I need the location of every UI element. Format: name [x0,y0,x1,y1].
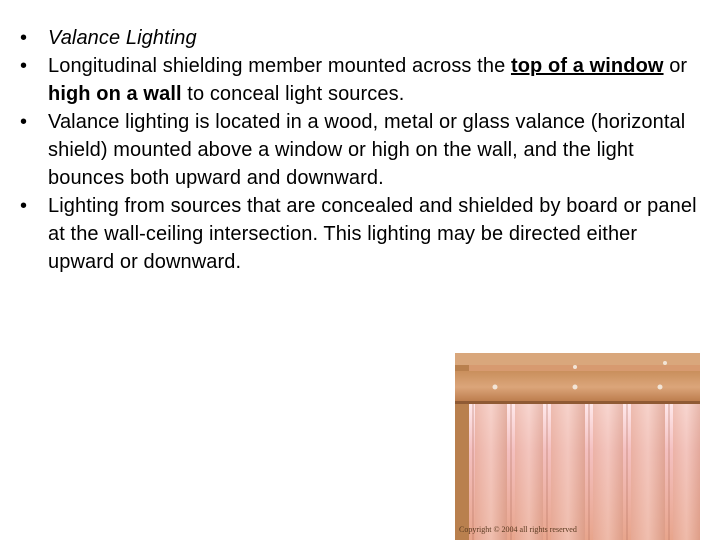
bullet-glyph: • [20,195,28,217]
bullet-item-concealed [20,192,700,276]
bullet-item-description [20,108,700,192]
emphasis-bold: high on a wall [48,83,182,105]
bullet-glyph: • [20,27,28,49]
bullet-text: Longitudinal shielding member mounted across the [48,55,511,77]
photo-copyright: Copyright © 2004 all rights reserved [459,525,577,534]
valance-lighting-photo [455,353,700,540]
emphasis-underlined: top of a window [510,55,664,77]
bullet-text: or [663,55,688,77]
bullet-text: to conceal light sources. [181,83,405,105]
wood-panel-illustration [455,353,700,540]
bullet-item-definition [20,52,700,108]
bullet-text: Lighting from sources that are concealed and shielded by board or panel at the wall-ceiling intersection. This lighting may be directed either upward or downward. [48,195,697,273]
bullet-text: Valance lighting is located in a wood, metal or glass valance (horizontal shield) mounted above a window or high on the wall, and the light bounces both upward and downward. [48,111,686,189]
bullet-item-title [20,24,700,52]
bullet-glyph: • [20,55,28,77]
bullet-text: Valance Lighting [48,27,197,49]
plank-wall [455,403,700,540]
bullet-glyph: • [20,111,28,133]
bullet-list [20,24,700,276]
